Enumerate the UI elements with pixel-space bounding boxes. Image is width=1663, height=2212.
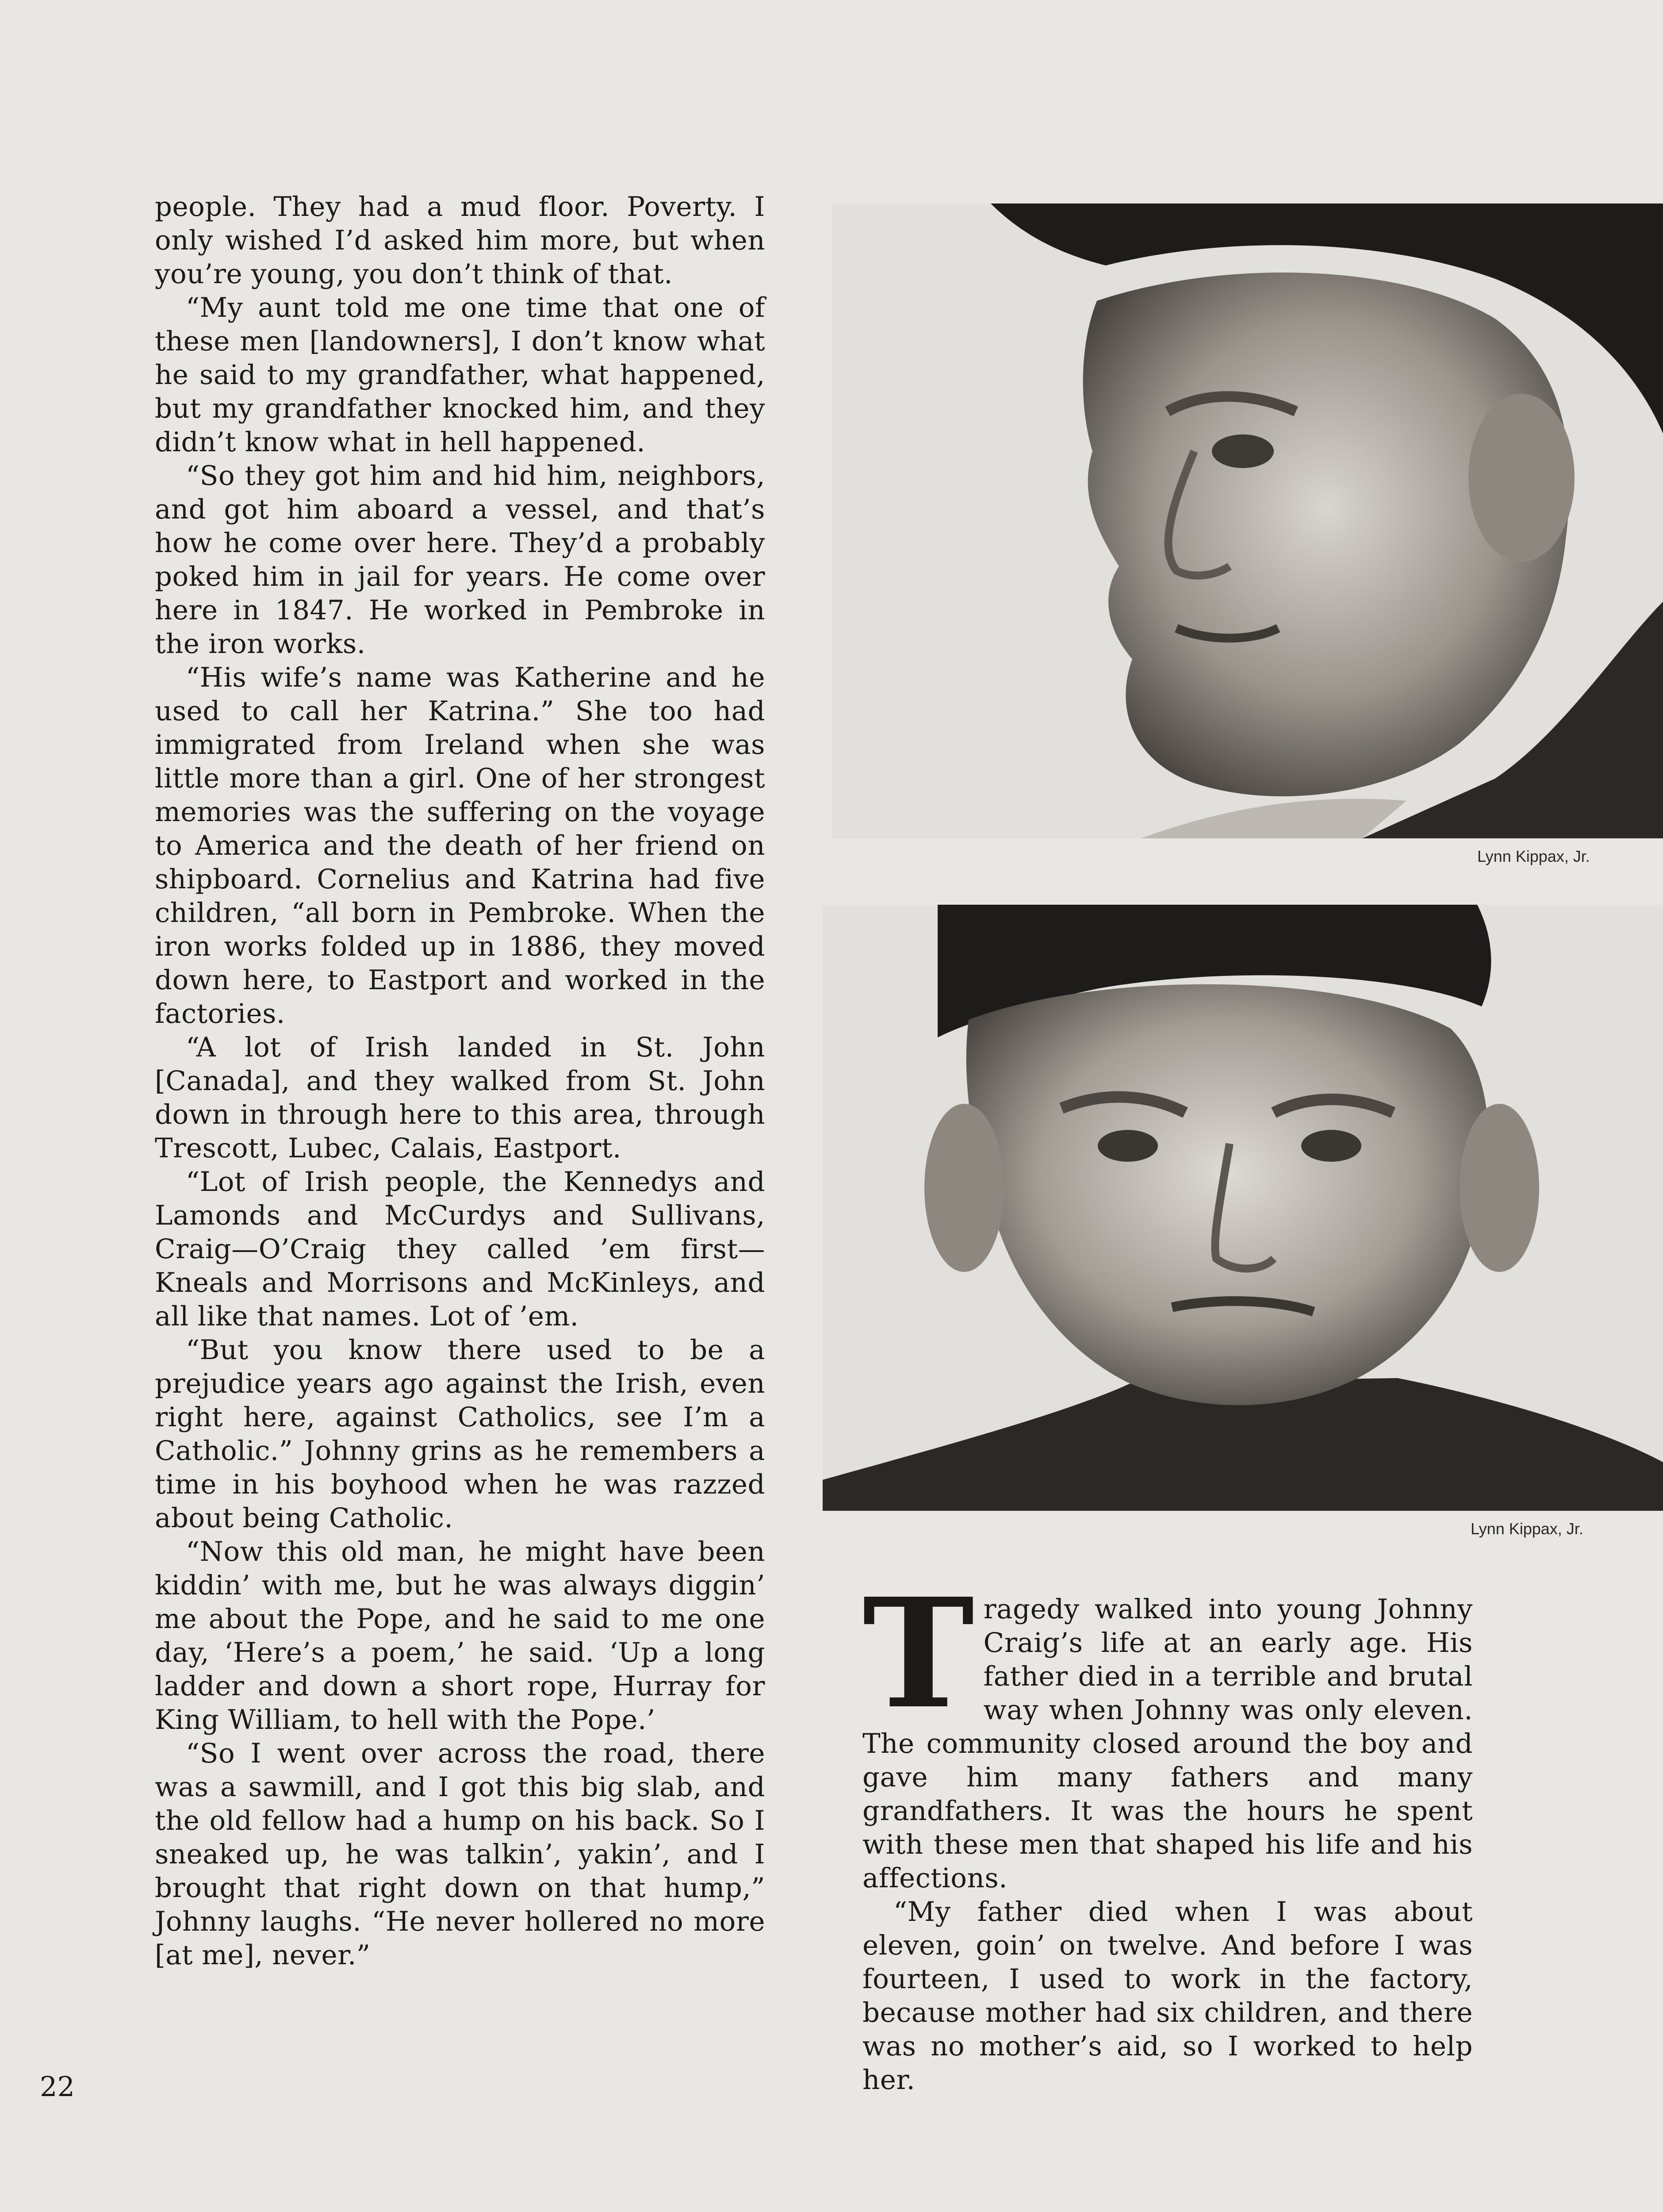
paragraph: “So they got him and hid him, neighbors, and got him aboard a vessel, and that’s how he come over here. They’d a probably poked him in jail for years. He come over here in 1847. He worked in Pembroke in the iron works. <box>155 460 765 660</box>
paragraph: “But you know there used to be a prejudice years ago against the Irish, even right here, against Catholics, see I’m a Catholic.” Johnny grins as he remembers a time in his boyhood when he was razzed about being Catholic. <box>155 1334 765 1534</box>
paragraph: “So I went over across the road, there was a sawmill, and I got this big slab, and the old fellow had a hump on his back. So I sneaked up, he was talkin’, yakin’, and I brought that right down on that hump,” Johnny laughs. “He never hollered no more [at me], never.” <box>155 1738 765 1971</box>
paragraph: “My aunt told me one time that one of these men [landowners], I don’t know what he said to my grandfather, what happened, but my grandfather knocked him, and they didn’t know what in hell happened. <box>155 292 765 458</box>
page-number: 22 <box>40 2070 75 2103</box>
paragraph: “A lot of Irish landed in St. John [Canada], and they walked from St. John down in through here to this area, through Trescott, Lubec, Calais, Eastport. <box>155 1032 765 1164</box>
paragraph: people. They had a mud floor. Poverty. I only wished I’d asked him more, but when you’re young, you don’t think of that. <box>155 191 765 290</box>
portrait-photo-frontal <box>823 905 1663 1511</box>
paragraph: “His wife’s name was Katherine and he used to call her Katrina.” She too had immigrated from Ireland when she was little more than a girl. One of her strongest memories was the suffering on the voyage to America and the death of her friend on shipboard. Cornelius and Katrina had five children, “all born in Pembroke. When the iron works folded up in 1886, they moved down here, to Eastport and worked in the factories. <box>155 662 765 1029</box>
right-text-column <box>862 1566 1473 2097</box>
photo-credit: Lynn Kippax, Jr. <box>1471 1520 1583 1538</box>
paragraph: “Lot of Irish people, the Kennedys and Lamonds and McCurdys and Sullivans, Craig—O’Craig they called ’em first—Kneals and Morrisons and McKinleys, and all like that names. Lot of ’em. <box>155 1166 765 1332</box>
paragraph <box>862 1566 1473 1895</box>
paragraph: “Now this old man, he might have been kiddin’ with me, but he was always diggin’ me about the Pope, and he said to me one day, ‘Here’s a poem,’ he said. ‘Up a long ladder and down a short rope, Hurray for King William, to hell with the Pope.’ <box>155 1536 765 1736</box>
drop-cap: T <box>862 1566 975 1742</box>
left-text-column <box>155 190 765 1972</box>
paragraph-text: ragedy walked into young Johnny Craig’s life at an early age. His father died in a terrible and brutal way when Johnny was only eleven. The community closed around the boy and gave him many fathers and many grandfathers. It was the hours he spent with these men that shaped his life and his affections. <box>862 1594 1473 1894</box>
portrait-photo-profile <box>832 204 1663 838</box>
paragraph: “My father died when I was about eleven, goin’ on twelve. And before I was fourteen, I used to work in the factory, because mother had six children, and there was no mother’s aid, so I worked to help her. <box>862 1896 1473 2096</box>
photo-credit: Lynn Kippax, Jr. <box>1477 847 1590 865</box>
